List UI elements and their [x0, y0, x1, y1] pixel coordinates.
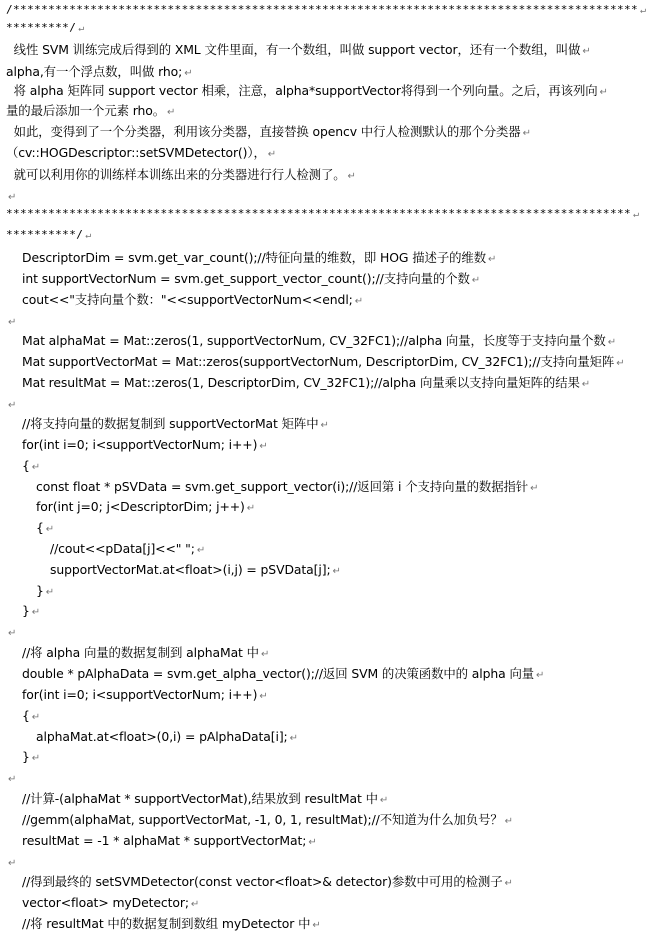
line-text: //计算-(alphaMat * supportVectorMat),结果放到 resultMat 中	[22, 791, 378, 806]
text-line	[0, 810, 648, 830]
text-line	[0, 394, 648, 414]
text-line	[0, 81, 648, 101]
paragraph-mark-icon: ↵	[354, 296, 364, 307]
text-line	[0, 186, 648, 206]
paragraph-mark-icon: ↵	[31, 607, 41, 618]
text-line	[0, 414, 648, 434]
paragraph-mark-icon: ↵	[616, 358, 625, 369]
text-line	[0, 122, 648, 142]
line-text: Mat alphaMat = Mat::zeros(1, supportVectorNum, CV_32FC1);//alpha 向量，长度等于支持向量个数	[22, 333, 606, 348]
line-text: *****************************************************************************************	[6, 207, 632, 220]
line-text: **********/	[6, 228, 84, 241]
text-line	[0, 560, 648, 580]
paragraph-mark-icon: ↵	[633, 209, 640, 220]
text-line	[0, 373, 648, 393]
line-text: alpha,有一个浮点数，叫做 rho;	[6, 64, 183, 79]
paragraph-mark-icon: ↵	[536, 670, 545, 681]
line-text: //gemm(alphaMat, supportVectorMat, -1, 0, 1, resultMat);//不知道为什么加负号？	[22, 812, 503, 827]
line-text: for(int j=0; j<DescriptorDim; j++)	[36, 499, 245, 514]
paragraph-mark-icon: ↵	[504, 816, 513, 827]
paragraph-mark-icon: ↵	[308, 837, 317, 848]
paragraph-mark-icon: ↵	[190, 899, 200, 910]
text-line	[0, 643, 648, 663]
line-text: {	[22, 708, 30, 723]
paragraph-mark-icon: ↵	[167, 107, 176, 118]
line-text: 将 alpha 矩阵同 support vector 相乘，注意，alpha*supportVector将得到一个列向量。之后，再该列向	[6, 83, 598, 98]
paragraph-mark-icon: ↵	[196, 545, 206, 556]
text-line	[0, 539, 648, 559]
paragraph-mark-icon: ↵	[78, 23, 85, 34]
line-text: //将 resultMat 中的数据复制到数组 myDetector 中	[22, 916, 311, 931]
text-line	[0, 622, 648, 642]
text-line	[0, 143, 648, 163]
line-text: //cout<<pData[j]<<" ";	[50, 541, 195, 556]
line-text: {	[36, 520, 44, 535]
text-line	[0, 225, 648, 245]
line-text: //将支持向量的数据复制到 supportVectorMat 矩阵中	[22, 416, 319, 431]
line-text: for(int i=0; i<supportVectorNum; i++)	[22, 687, 258, 702]
paragraph-mark-icon: ↵	[260, 649, 270, 660]
paragraph-mark-icon: ↵	[31, 712, 41, 723]
line-text: cout<<"支持向量个数："<<supportVectorNum<<endl;	[22, 292, 353, 307]
text-line	[0, 290, 648, 310]
paragraph-mark-icon: ↵	[607, 337, 616, 348]
line-text: const float * pSVData = svm.get_support_vector(i);//返回第 i 个支持向量的数据指针	[36, 479, 529, 494]
text-line	[0, 747, 648, 767]
line-text: resultMat = -1 * alphaMat * supportVectorMat;	[22, 833, 307, 848]
line-text: 就可以利用你的训练样本训练出来的分类器进行行人检测了。	[6, 167, 346, 182]
paragraph-mark-icon: ↵	[267, 149, 277, 160]
paragraph-mark-icon: ↵	[8, 400, 17, 411]
text-line	[0, 101, 648, 121]
line-text: *********/	[6, 21, 77, 34]
text-line	[0, 581, 648, 601]
text-line	[0, 165, 648, 185]
line-text: int supportVectorNum = svm.get_support_vector_count();//支持向量的个数	[22, 271, 470, 286]
paragraph-mark-icon: ↵	[8, 317, 17, 328]
text-line	[0, 706, 648, 726]
paragraph-mark-icon: ↵	[504, 878, 513, 889]
text-line	[0, 62, 648, 82]
paragraph-mark-icon: ↵	[8, 774, 17, 785]
paragraph-mark-icon: ↵	[31, 462, 41, 473]
line-text: }	[36, 583, 44, 598]
text-line	[0, 852, 648, 872]
text-line	[0, 18, 648, 38]
paragraph-mark-icon: ↵	[8, 628, 17, 639]
text-line	[0, 601, 648, 621]
text-line	[0, 914, 648, 934]
text-line	[0, 727, 648, 747]
text-line	[0, 685, 648, 705]
paragraph-mark-icon: ↵	[289, 733, 298, 744]
paragraph-mark-icon: ↵	[320, 420, 329, 431]
text-line	[0, 664, 648, 684]
line-text: vector<float> myDetector;	[22, 895, 189, 910]
paragraph-mark-icon: ↵	[379, 795, 389, 806]
line-text: Mat supportVectorMat = Mat::zeros(supportVectorNum, DescriptorDim, CV_32FC1);//支持向量矩阵	[22, 354, 615, 369]
paragraph-mark-icon: ↵	[8, 192, 17, 203]
line-text: alphaMat.at<float>(0,i) = pAlphaData[i];	[36, 729, 288, 744]
line-text: double * pAlphaData = svm.get_alpha_vector();//返回 SVM 的决策函数中的 alpha 向量	[22, 666, 535, 681]
text-line	[0, 831, 648, 851]
text-line	[0, 477, 648, 497]
paragraph-mark-icon: ↵	[599, 87, 608, 98]
paragraph-mark-icon: ↵	[259, 441, 268, 452]
paragraph-mark-icon: ↵	[471, 275, 481, 286]
line-text: 线性 SVM 训练完成后得到的 XML 文件里面，有一个数组，叫做 support vector，还有一个数组，叫做	[6, 42, 581, 57]
text-line	[0, 872, 648, 892]
line-text: 如此，变得到了一个分类器，利用该分类器，直接替换 opencv 中行人检测默认的那个分类器	[6, 124, 521, 139]
text-line	[0, 248, 648, 268]
text-line	[0, 789, 648, 809]
line-text: Mat resultMat = Mat::zeros(1, DescriptorDim, CV_32FC1);//alpha 向量乘以支持向量矩阵的结果	[22, 375, 580, 390]
text-line	[0, 768, 648, 788]
text-line	[0, 311, 648, 331]
paragraph-mark-icon: ↵	[259, 691, 268, 702]
paragraph-mark-icon: ↵	[246, 503, 256, 514]
line-text: /*****************************************************************************************	[6, 3, 639, 16]
line-text: {	[22, 458, 30, 473]
line-text: 量的最后添加一个元素 rho。	[6, 103, 166, 118]
text-line	[0, 331, 648, 351]
line-text: }	[22, 749, 30, 764]
line-text: //将 alpha 向量的数据复制到 alphaMat 中	[22, 645, 259, 660]
paragraph-mark-icon: ↵	[522, 128, 531, 139]
text-line	[0, 518, 648, 538]
line-text: （cv::HOGDescriptor::setSVMDetector()），	[6, 145, 266, 160]
paragraph-mark-icon: ↵	[8, 858, 17, 869]
paragraph-mark-icon: ↵	[184, 68, 193, 79]
text-line	[0, 456, 648, 476]
paragraph-mark-icon: ↵	[582, 46, 591, 57]
paragraph-mark-icon: ↵	[530, 483, 539, 494]
line-text: DescriptorDim = svm.get_var_count();//特征向量的维数，即 HOG 描述子的维数	[22, 250, 486, 265]
text-line	[0, 40, 648, 60]
text-line	[0, 269, 648, 289]
paragraph-mark-icon: ↵	[31, 753, 41, 764]
text-line	[0, 435, 648, 455]
line-text: for(int i=0; i<supportVectorNum; i++)	[22, 437, 258, 452]
text-line	[0, 352, 648, 372]
paragraph-mark-icon: ↵	[312, 920, 321, 931]
paragraph-mark-icon: ↵	[332, 566, 341, 577]
text-line	[0, 0, 648, 20]
line-text: }	[22, 603, 30, 618]
paragraph-mark-icon: ↵	[347, 171, 356, 182]
paragraph-mark-icon: ↵	[488, 254, 497, 265]
paragraph-mark-icon: ↵	[581, 379, 591, 390]
paragraph-mark-icon: ↵	[85, 230, 92, 241]
text-line	[0, 497, 648, 517]
text-line	[0, 204, 648, 224]
paragraph-mark-icon: ↵	[45, 524, 55, 535]
paragraph-mark-icon: ↵	[45, 587, 55, 598]
line-text: supportVectorMat.at<float>(i,j) = pSVData[j];	[50, 562, 331, 577]
text-line	[0, 893, 648, 913]
line-text: //得到最终的 setSVMDetector(const vector<float>& detector)参数中可用的检测子	[22, 874, 503, 889]
paragraph-mark-icon: ↵	[640, 5, 647, 16]
